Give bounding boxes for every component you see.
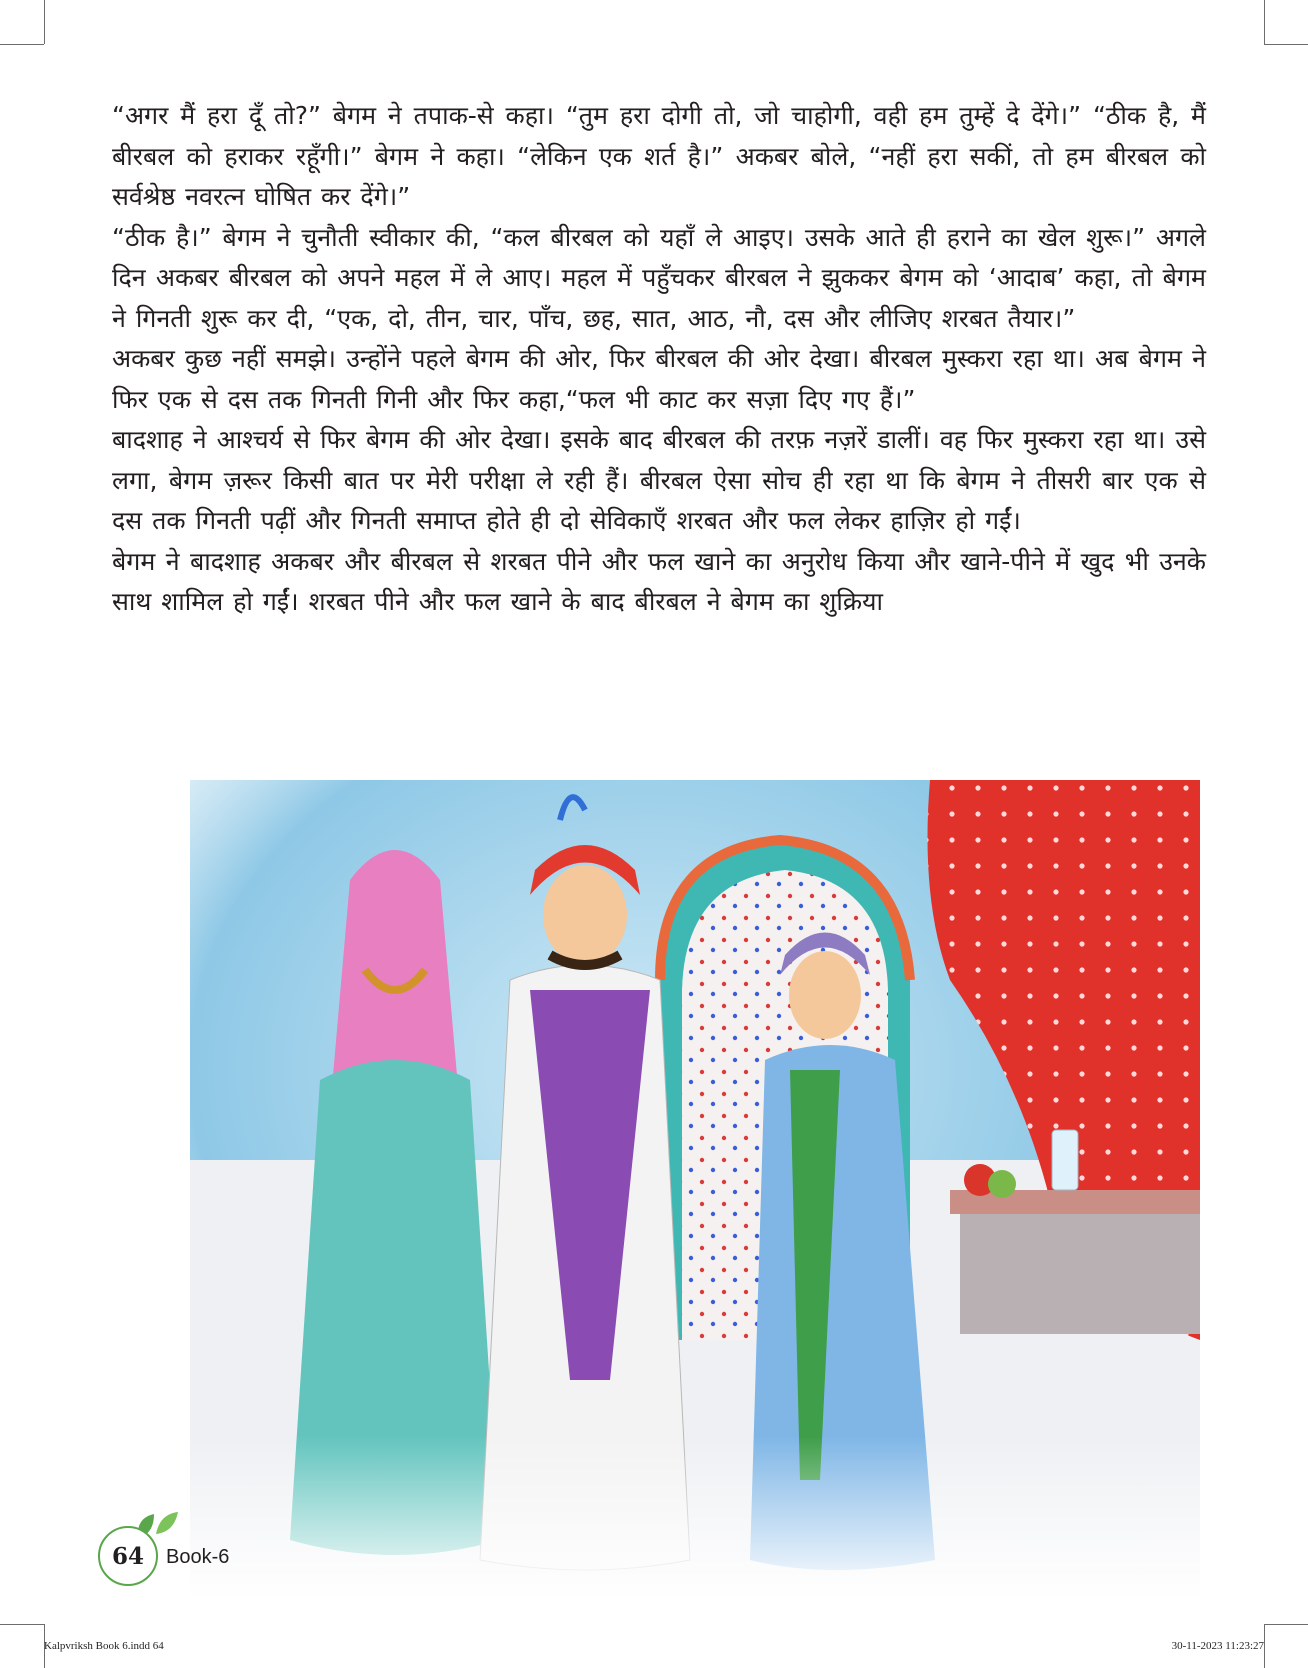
- crop-mark: [44, 0, 45, 44]
- crop-mark: [1264, 0, 1265, 44]
- paragraph: “अगर मैं हरा दूँ तो?” बेगम ने तपाक-से कहा। “तुम हरा दोगी तो, जो चाहोगी, वही हम तुम्हें दे देंगे।” “ठीक है, मैं बीरबल को हराकर रहूँगी।” बेगम ने कहा। “लेकिन एक शर्त है।” अकबर बोले, “नहीं हरा सकीं, तो हम बीरबल को सर्वश्रेष्ठ नवरत्न घोषित कर देंगे।”: [112, 101, 1206, 211]
- paragraph: बादशाह ने आश्चर्य से फिर बेगम की ओर देखा। इसके बाद बीरबल की तरफ़ नज़रें डालीं। वह फिर मुस्करा रहा था। उसे लगा, बेगम ज़रूर किसी बात पर मेरी परीक्षा ले रही हैं। बीरबल ऐसा सोच ही रहा था कि बेगम ने तीसरी बार एक से दस तक गिनती पढ़ीं और गिनती समाप्त होते ही दो सेविकाएँ शरबत और फल लेकर हाज़िर हो गईं।: [112, 425, 1206, 535]
- print-slug-file: Kalpvriksh Book 6.indd 64: [44, 1640, 164, 1652]
- paragraph: बेगम ने बादशाह अकबर और बीरबल से शरबत पीने और फल खाने का अनुरोध किया और खाने-पीने में खुद भी उनके साथ शामिल हो गईं। शरबत पीने और फल खाने के बाद बीरबल ने बेगम का शुक्रिया: [112, 546, 1206, 616]
- crop-mark: [0, 1624, 44, 1625]
- crop-mark: [1264, 1624, 1308, 1625]
- print-slug-timestamp: 30-11-2023 11:23:27: [1171, 1640, 1264, 1652]
- paragraph: अकबर कुछ नहीं समझे। उन्होंने पहले बेगम की ओर, फिर बीरबल की ओर देखा। बीरबल मुस्करा रहा था। अब बेगम ने फिर एक से दस तक गिनती गिनी और फिर कहा,“फल भी काट कर सज़ा दिए गए हैं।”: [112, 344, 1206, 414]
- crop-mark: [1264, 1624, 1265, 1668]
- illustration-image: [190, 780, 1200, 1600]
- page-number: 64: [98, 1526, 158, 1586]
- story-illustration: [190, 780, 1200, 1600]
- crop-mark: [1264, 44, 1308, 45]
- paragraph: “ठीक है।” बेगम ने चुनौती स्वीकार की, “कल बीरबल को यहाँ ले आइए। उसके आते ही हराने का खेल शुरू।” अगले दिन अकबर बीरबल को अपने महल में ले आए। महल में पहुँचकर बीरबल ने झुककर बेगम को ‘आदाब’ कहा, तो बेगम ने गिनती शुरू कर दी, “एक, दो, तीन, चार, पाँच, छह, सात, आठ, नौ, दस और लीजिए शरबत तैयार।”: [112, 222, 1206, 333]
- page-footer-badge: [88, 1508, 258, 1588]
- story-text: [112, 96, 1206, 623]
- book-label: Book-6: [166, 1546, 230, 1568]
- crop-mark: [0, 44, 44, 45]
